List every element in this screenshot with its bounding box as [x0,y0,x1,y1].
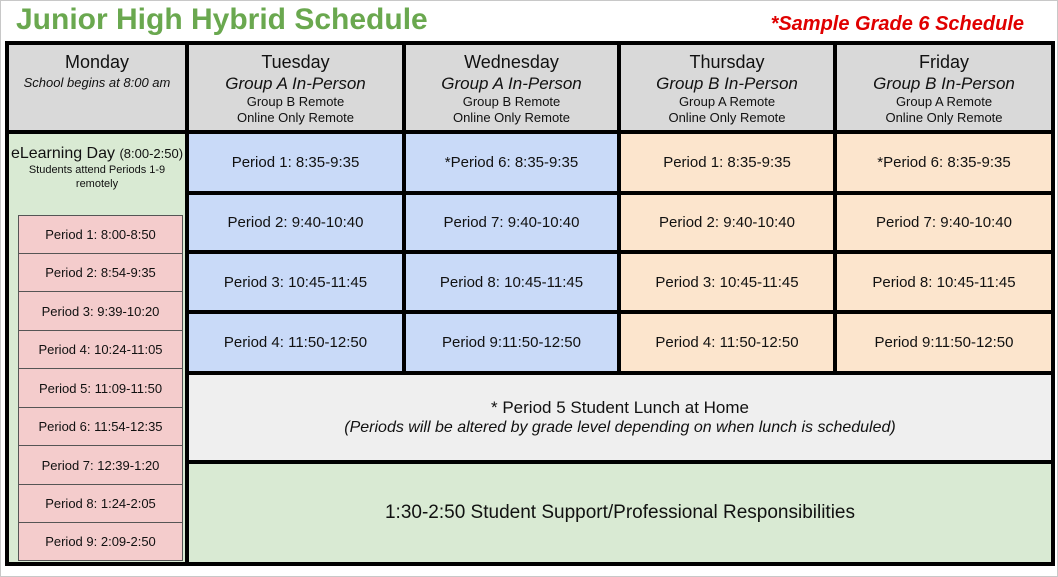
monday-elearning-column [9,134,185,562]
in-person-group: Group A In-Person [441,74,582,93]
monday-period-4: Period 4: 10:24-11:05 [18,330,183,369]
page-subtitle: *Sample Grade 6 Schedule [770,13,1024,35]
period-cell: Period 1: 8:35-9:35 [621,134,833,191]
day-name: Friday [918,52,969,72]
monday-period-1: Period 1: 8:00-8:50 [18,215,183,254]
period-cell: *Period 6: 8:35-9:35 [406,134,617,191]
monday-period-2: Period 2: 8:54-9:35 [18,253,183,292]
monday-period-9: Period 9: 2:09-2:50 [18,522,183,561]
elearning-note: Students attend Periods 1-9 remotely [28,164,166,190]
lunch-title: * Period 5 Student Lunch at Home [491,398,749,417]
remote-group: Group B Remote [246,94,345,109]
period-cell: Period 8: 10:45-11:45 [406,254,617,310]
header-friday [837,45,1051,130]
student-support-block: 1:30-2:50 Student Support/Professional Responsibilities [189,464,1051,562]
period-cell: Period 9:11:50-12:50 [406,314,617,371]
period-cell: Period 2: 9:40-10:40 [621,195,833,250]
day-name: Wednesday [464,52,559,72]
online-remote: Online Only Remote [885,110,1003,125]
header-monday [9,45,185,130]
monday-period-6: Period 6: 11:54-12:35 [18,407,183,446]
monday-period-7: Period 7: 12:39-1:20 [18,445,183,485]
period-cell: Period 7: 9:40-10:40 [837,195,1051,250]
period-cell: Period 7: 9:40-10:40 [406,195,617,250]
monday-period-8: Period 8: 1:24-2:05 [18,484,183,523]
remote-group: Group A Remote [895,94,993,109]
header-tuesday [189,45,402,130]
period-cell: Period 4: 11:50-12:50 [621,314,833,371]
day-name: Monday [64,52,130,72]
online-remote: Online Only Remote [668,110,786,125]
period-cell: Period 3: 10:45-11:45 [621,254,833,310]
day-name: Tuesday [261,52,330,72]
period-cell: Period 8: 10:45-11:45 [837,254,1051,310]
period-cell: Period 1: 8:35-9:35 [189,134,402,191]
period-cell: Period 2: 9:40-10:40 [189,195,402,250]
online-remote: Online Only Remote [236,110,355,125]
period-cell: Period 9:11:50-12:50 [837,314,1051,371]
in-person-group: Group B In-Person [656,74,798,93]
schedule-table [5,41,1055,566]
elearning-heading [9,144,185,191]
school-start-note: School begins at 8:00 am [23,75,171,90]
lunch-note [189,375,1051,460]
period-cell: Period 3: 10:45-11:45 [189,254,402,310]
monday-period-3: Period 3: 9:39-10:20 [18,291,183,331]
remote-group: Group A Remote [678,94,776,109]
remote-group: Group B Remote [462,94,561,109]
page-title: Junior High Hybrid Schedule [16,3,428,36]
monday-period-5: Period 5: 11:09-11:50 [18,368,183,408]
day-name: Thursday [689,52,765,72]
online-remote: Online Only Remote [452,110,571,125]
header-wednesday [406,45,617,130]
elearning-time: (8:00-2:50) [119,146,184,161]
period-cell: *Period 6: 8:35-9:35 [837,134,1051,191]
header-thursday [621,45,833,130]
elearning-title: eLearning Day [10,145,116,162]
lunch-subnote: (Periods will be altered by grade level depending on when lunch is scheduled) [344,419,896,436]
period-cell: Period 4: 11:50-12:50 [189,314,402,371]
in-person-group: Group B In-Person [873,74,1015,93]
in-person-group: Group A In-Person [225,74,366,93]
